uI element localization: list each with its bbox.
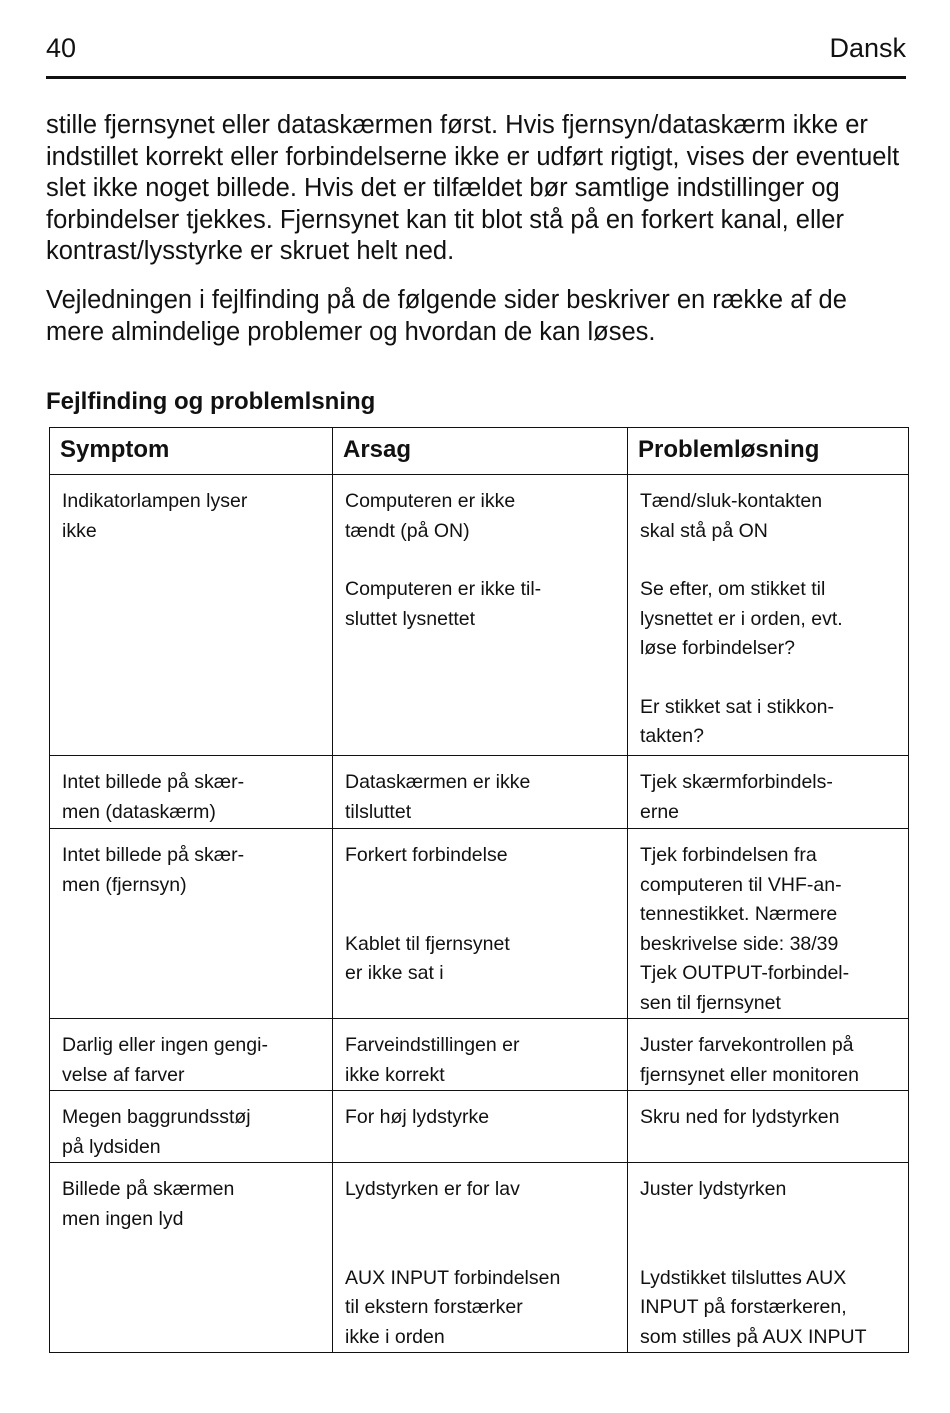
solution-text: Lydstikket tilsluttes AUX INPUT på forstærkeren, som stilles på AUX INPUT <box>640 1266 867 1348</box>
solution-cell <box>628 475 909 756</box>
page-language: Dansk <box>829 33 906 63</box>
cause-text: Dataskærmen er ikke tilsluttet <box>345 771 531 823</box>
table-row <box>50 475 909 756</box>
cause-cell <box>333 829 628 1019</box>
cause-cell <box>333 1091 628 1163</box>
symptom-cell <box>50 829 333 1019</box>
solution-text: Tjek OUTPUT-forbindel- sen til fjernsynet <box>640 962 850 1014</box>
page-number: 40 <box>46 33 77 63</box>
cause-cell <box>333 756 628 829</box>
cause-text: For høj lydstyrke <box>345 1106 490 1128</box>
cause-cell <box>333 1163 628 1353</box>
solution-text: Tjek forbindelsen fra computeren til VHF-an- tennestikket. Nærmere beskrivelse side: 38/39 <box>640 844 842 955</box>
solution-text: Tænd/sluk-kontakten skal stå på ON <box>640 490 823 542</box>
troubleshooting-table <box>49 427 909 1353</box>
solution-text: Juster lydstyrken <box>640 1178 787 1200</box>
symptom-cell <box>50 1091 333 1163</box>
symptom-text: Indikatorlampen lyser ikke <box>62 490 248 542</box>
cause-text: Forkert forbindelse <box>345 844 508 866</box>
cause-cell <box>333 1019 628 1091</box>
symptom-text: Darlig eller ingen gengi- velse af farver <box>62 1034 268 1086</box>
symptom-text: Billede på skærmen men ingen lyd <box>62 1178 235 1230</box>
symptom-cell <box>50 1163 333 1353</box>
table-row <box>50 1019 909 1091</box>
solution-text: Er stikket sat i stikkon- takten? <box>640 695 834 747</box>
table-header-row <box>50 428 909 475</box>
symptom-cell <box>50 475 333 756</box>
table-row <box>50 1091 909 1163</box>
solution-text: Se efter, om stikket til lysnettet er i orden, evt. løse forbindelser? <box>640 578 843 659</box>
solution-text: Tjek skærmforbindels- erne <box>640 771 833 823</box>
solution-cell <box>628 756 909 829</box>
intro-paragraph-1: stille fjernsynet eller dataskærmen først. Hvis fjernsyn/dataskærm ikke er indstillet korrekt eller forbindelserne ikke er udført rigtigt, vises der eventuelt slet ikke noget billede. Hvis det er tilfældet bør samtlige indstillinger og forbindelser tjekkes. Fjernsynet kan tit blot stå på en forkert kanal, eller kontrast/lysstyrke er skruet helt ned. <box>46 111 900 265</box>
symptom-cell <box>50 1019 333 1091</box>
header-rule <box>46 76 906 79</box>
cause-text: Computeren er ikke til- sluttet lysnettet <box>345 578 542 630</box>
solution-cell <box>628 1163 909 1353</box>
solution-cell <box>628 829 909 1019</box>
cause-text: Computeren er ikke tændt (på ON) <box>345 490 516 542</box>
header-symptom: Symptom <box>50 428 333 475</box>
solution-cell <box>628 1019 909 1091</box>
cause-text: AUX INPUT forbindelsen til ekstern forstærker ikke i orden <box>345 1266 561 1348</box>
symptom-text: Intet billede på skær- men (dataskærm) <box>62 771 245 823</box>
header-cause: Arsag <box>333 428 628 475</box>
cause-cell <box>333 475 628 756</box>
cause-text: Lydstyrken er for lav <box>345 1178 520 1200</box>
table-row <box>50 756 909 829</box>
solution-text: Juster farvekontrollen på fjernsynet eller monitoren <box>640 1034 859 1086</box>
symptom-cell <box>50 756 333 829</box>
table-row <box>50 1163 909 1353</box>
solution-cell <box>628 1091 909 1163</box>
table-row <box>50 829 909 1019</box>
intro-paragraph-2: Vejledningen i fejlfinding på de følgende sider beskriver en række af de mere almindelige problemer og hvordan de kan løses. <box>46 286 847 346</box>
symptom-text: Megen baggrundsstøj på lydsiden <box>62 1106 251 1158</box>
symptom-text: Intet billede på skær- men (fjernsyn) <box>62 844 245 896</box>
page-header <box>46 32 906 72</box>
header-solution: Problemløsning <box>628 428 909 475</box>
cause-text: Farveindstillingen er ikke korrekt <box>345 1034 520 1086</box>
cause-text: Kablet til fjernsynet er ikke sat i <box>345 932 510 984</box>
solution-text: Skru ned for lydstyrken <box>640 1106 840 1128</box>
section-heading: Fejlfinding og problemlsning <box>46 388 376 415</box>
